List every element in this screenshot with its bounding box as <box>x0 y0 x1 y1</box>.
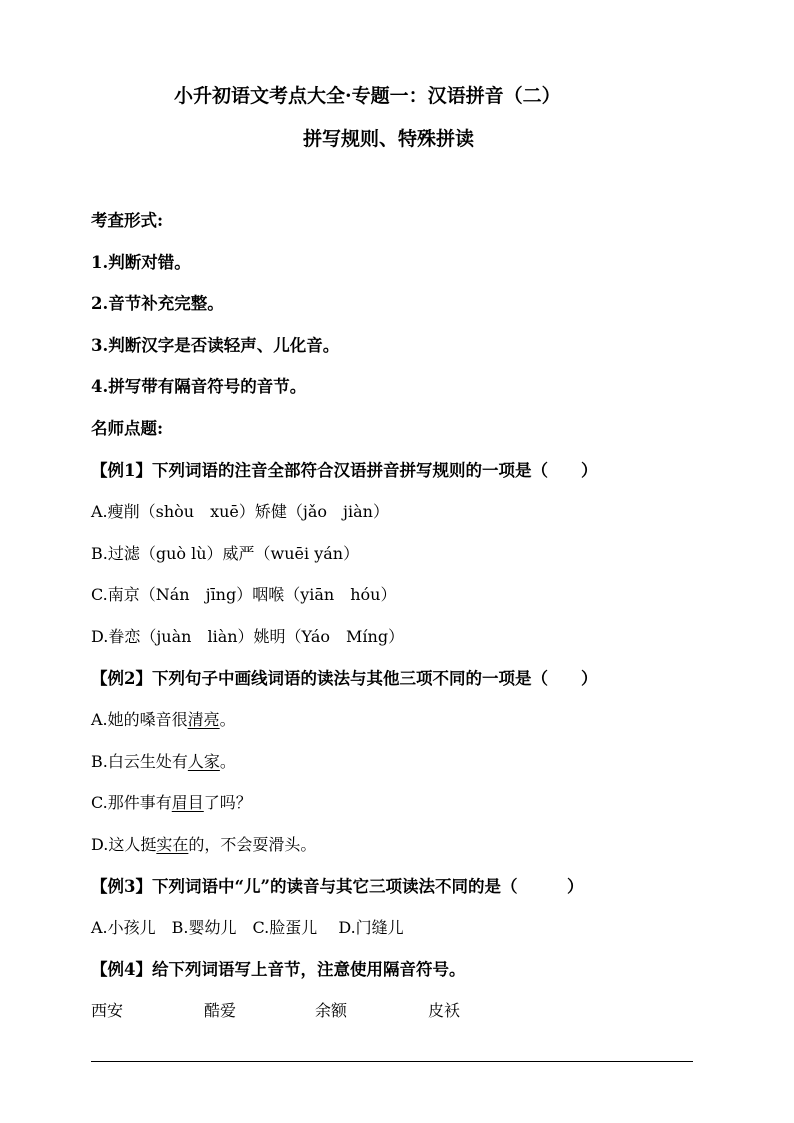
example-4-word: 余额 <box>315 1001 348 1020</box>
example-1-option-a: A.瘦削（shòu xuē）矫健（jǎo jiàn） <box>91 502 389 521</box>
example-4-word: 皮袄 <box>428 1001 461 1020</box>
example-1-question: 【例1】下列词语的注音全部符合汉语拼音拼写规则的一项是（ ） <box>91 461 598 480</box>
example-4-word: 酷爱 <box>204 1001 237 1020</box>
example-2-question: 【例2】下列句子中画线词语的读法与其他三项不同的一项是（ ） <box>91 669 598 688</box>
underlined-word: 眉目 <box>171 793 204 812</box>
page-title: 小升初语文考点大全·专题一：汉语拼音（二） <box>174 85 561 107</box>
example-2-option-b <box>91 754 236 770</box>
example-1-option-b: B.过滤（guò lù）威严（wuēi yán） <box>91 544 360 563</box>
underlined-word: 清亮 <box>187 710 220 729</box>
option-text: 了吗？ <box>203 793 252 812</box>
option-text: D.这人挺 <box>91 835 157 854</box>
option-text: C.那件事有 <box>91 793 172 812</box>
exam-format-heading: 考查形式: <box>91 211 164 230</box>
page-subtitle: 拼写规则、特殊拼读 <box>303 128 475 150</box>
option-text: B.白云生处有 <box>91 752 188 771</box>
example-1-option-d: D.眷恋（juàn liàn）姚明（Yáo Míng） <box>91 627 405 646</box>
exam-format-item: 4.拼写带有隔音符号的音节。 <box>91 377 307 396</box>
exam-format-item: 1.判断对错。 <box>91 253 191 272</box>
example-4-word: 西安 <box>91 1001 124 1020</box>
option-text: 的，不会耍滑头。 <box>188 835 317 854</box>
example-4-question: 【例4】给下列词语写上音节，注意使用隔音符号。 <box>91 960 466 979</box>
example-3-options: A.小孩儿 B.婴幼儿 C.脸蛋儿 D.门缝儿 <box>91 918 404 937</box>
underlined-word: 实在 <box>156 835 189 854</box>
exam-format-item: 3.判断汉字是否读轻声、儿化音。 <box>91 336 340 355</box>
option-text: A.她的嗓音很 <box>91 710 188 729</box>
example-2-option-a <box>91 712 236 728</box>
option-text: 。 <box>219 752 236 771</box>
tips-heading: 名师点题: <box>91 419 164 438</box>
exam-format-item: 2.音节补充完整。 <box>91 294 224 313</box>
example-3-question: 【例3】下列词语中“儿”的读音与其它三项读法不同的是（ ） <box>91 877 584 896</box>
example-1-option-c: C.南京（Nán jīng）咽喉（yiān hóu） <box>91 585 397 604</box>
example-2-option-c <box>91 795 252 811</box>
example-2-option-d <box>91 837 316 853</box>
underlined-word: 人家 <box>187 752 220 771</box>
option-text: 。 <box>219 710 236 729</box>
answer-line <box>91 1061 693 1062</box>
